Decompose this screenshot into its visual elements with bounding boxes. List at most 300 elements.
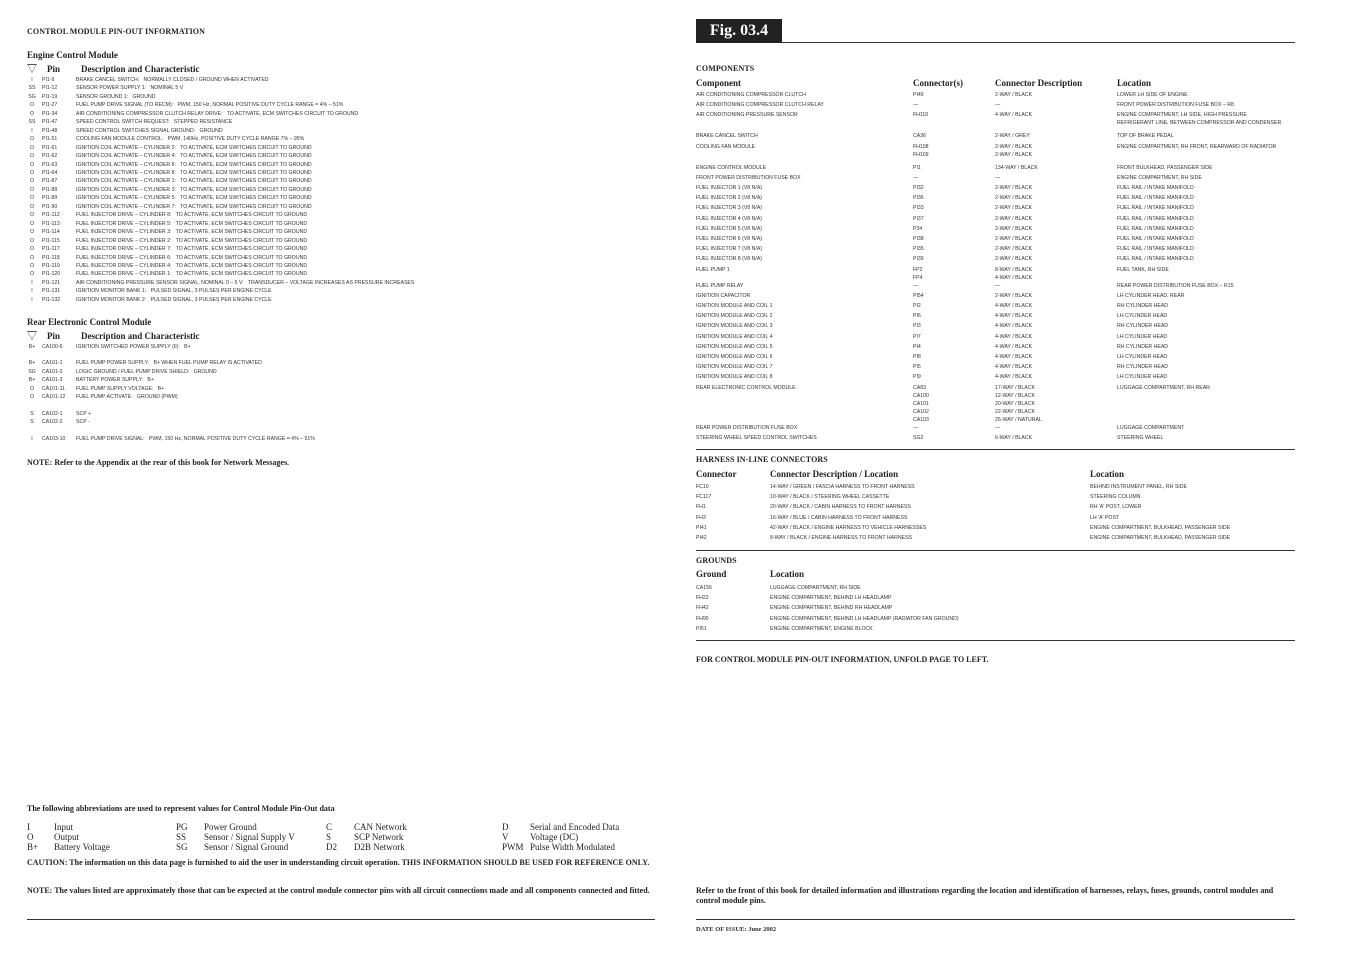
ground-location: LUGGAGE COMPARTMENT, RH SIDE — [770, 585, 861, 591]
connector-description: 2-WAY / BLACK 2-WAY / BLACK — [995, 143, 1033, 158]
pin-description: SPEED CONTROL SWITCH REQUEST: STEPPED RESISTANCE — [76, 119, 233, 126]
connector-description: 4-WAY / BLACK — [995, 364, 1033, 371]
table-row — [22, 135, 414, 143]
connector-id: FC117 — [696, 494, 712, 501]
triangle-icon — [27, 331, 38, 340]
connector-id: PI35 — [913, 246, 924, 253]
pin-type: SG — [28, 93, 36, 100]
recm-col-pin: Pin — [47, 331, 61, 341]
table-row — [696, 292, 1296, 302]
pin-description: FUEL PUMP SUPPLY VOLTAGE: B+ — [76, 385, 165, 392]
table-row — [696, 101, 1296, 111]
table-row — [22, 101, 414, 109]
abbreviation-key: C — [326, 822, 333, 832]
table-row — [696, 384, 1296, 424]
component-name: FUEL INJECTOR 8 (V8 N/A) — [696, 256, 763, 263]
components-heading: COMPONENTS — [696, 64, 755, 73]
pin-description: FUEL PUMP DRIVE SIGNAL: PWM, 150 Hz, NORMAL POSITIVE DUTY CYCLE RANGE = 4% – 51% — [76, 435, 315, 442]
component-name: AIR CONDITIONING COMPRESSOR CLUTCH — [696, 92, 806, 98]
table-row — [696, 482, 1296, 492]
table-row — [696, 91, 1296, 101]
pin-id: CA102-1 — [42, 410, 63, 417]
connector-id: SG2 — [913, 434, 924, 441]
component-name: IGNITION MODULE AND COIL 2 — [696, 313, 773, 320]
table-row — [22, 343, 315, 351]
pin-type: B+ — [28, 360, 36, 367]
pin-type: O — [29, 161, 35, 168]
connector-description: 2-WAY / BLACK — [995, 92, 1033, 98]
pin-description: COOLING FAN MODULE CONTROL: PWM, 140Hz, POSITIVE DUTY CYCLE RANGE 7% – 95% — [76, 136, 305, 143]
table-row — [696, 266, 1296, 282]
pin-type: O — [29, 102, 35, 109]
table-row — [22, 279, 414, 287]
pin-description: FUEL INJECTOR DRIVE – CYLINDER 2: TO ACTIVATE, ECM SWITCHES CIRCUIT TO GROUND — [76, 237, 308, 244]
connector-description: 2-WAY / BLACK — [995, 292, 1033, 299]
pin-description: IGNITION COIL ACTIVATE – CYLINDER 4: TO ACTIVATE, ECM SWITCHES CIRCUIT TO GROUND — [76, 153, 312, 160]
abbreviation-key: B+ — [27, 842, 39, 852]
component-location: RH CYLINDER HEAD — [1117, 323, 1169, 330]
component-name: IGNITION MODULE AND COIL 1 — [696, 303, 773, 310]
divider — [27, 919, 655, 920]
abbreviation-item — [502, 822, 619, 832]
component-location: FUEL RAIL / INTAKE MANIFOLD — [1117, 215, 1194, 222]
table-row — [696, 132, 1296, 142]
pin-type: I — [31, 127, 33, 134]
component-name: STEERING WHEEL SPEED CONTROL SWITCHES — [696, 434, 817, 441]
connector-description: 4-WAY / BLACK — [995, 313, 1033, 320]
pin-type: SS — [28, 119, 36, 126]
pin-id: PI1-112 — [42, 212, 60, 219]
component-location: FUEL RAIL / INTAKE MANIFOLD — [1117, 225, 1194, 232]
connector-id: — — [913, 282, 919, 289]
ecm-heading: Engine Control Module — [27, 50, 118, 60]
table-row — [696, 593, 1296, 603]
harness-col-connector: Connector — [696, 469, 737, 479]
connector-id: PI7 — [913, 333, 921, 340]
refer-note: Refer to the front of this book for detailed information and illustrations regarding the location and identification of harnesses, relays, fuses, grounds, control modules and control module pins. — [696, 886, 1274, 905]
pin-type: O — [29, 271, 35, 278]
connector-description: 4-WAY / BLACK — [995, 112, 1033, 119]
component-location: FUEL RAIL / INTAKE MANIFOLD — [1117, 256, 1194, 263]
harness-col-location: Location — [1090, 469, 1125, 479]
abbreviation-key: O — [27, 832, 34, 842]
table-row — [696, 363, 1296, 373]
connector-description: 2-WAY / BLACK — [995, 205, 1033, 212]
pin-description: FUEL INJECTOR DRIVE – CYLINDER 6: TO ACTIVATE, ECM SWITCHES CIRCUIT TO GROUND — [76, 254, 308, 261]
components-col-component: Component — [696, 78, 742, 88]
components-col-description: Connector Description — [995, 78, 1083, 88]
connector-id: PI54 — [913, 292, 924, 299]
component-location: LOWER LH SIDE OF ENGINE — [1117, 92, 1188, 98]
pin-type: SS — [28, 85, 36, 92]
pin-type: O — [29, 110, 35, 117]
connector-description: — — [995, 282, 1001, 289]
components-col-location: Location — [1117, 78, 1152, 88]
ground-location: ENGINE COMPARTMENT, ENGINE BLOCK — [770, 625, 873, 632]
pin-type: I — [31, 296, 33, 303]
component-location: FRONT POWER DISTRIBUTION FUSE BOX – R8 — [1117, 102, 1234, 109]
pin-type: O — [29, 262, 35, 269]
connector-description: — — [995, 174, 1001, 181]
connector-id: FC10 — [696, 484, 709, 490]
pin-type: S — [30, 419, 34, 426]
pin-id: PI1-117 — [42, 246, 60, 253]
pin-description: SCP - — [76, 419, 90, 426]
ground-id: PI51 — [696, 625, 707, 632]
abbreviation-item — [502, 842, 615, 852]
table-row — [22, 93, 414, 101]
abbreviation-meaning: Voltage (DC) — [530, 832, 579, 842]
pin-type: O — [29, 186, 35, 193]
component-name: COOLING FAN MODULE — [696, 143, 756, 150]
connector-description: 14-WAY / GREEN / FASCIA HARNESS TO FRONT HARNESS — [770, 484, 915, 490]
pin-type: I — [31, 288, 33, 295]
table-row — [22, 418, 315, 426]
table-row — [22, 287, 414, 295]
connector-description: 2-WAY / GREY — [995, 133, 1030, 140]
abbreviation-key: SS — [176, 832, 187, 842]
pin-description: IGNITION MONITOR BANK 2: PULSED SIGNAL, 3 PULSES PER ENGINE CYCLE — [76, 296, 272, 303]
abbreviation-meaning: CAN Network — [354, 822, 407, 832]
divider — [782, 42, 1295, 43]
table-row — [22, 84, 414, 92]
component-location: LH CYLINDER HEAD — [1117, 374, 1168, 381]
table-row — [22, 254, 414, 262]
connector-id: FH3 — [696, 514, 706, 521]
pin-description: FUEL INJECTOR DRIVE – CYLINDER 7: TO ACTIVATE, ECM SWITCHES CIRCUIT TO GROUND — [76, 246, 308, 253]
connector-description: 8-WAY / BLACK / ENGINE HARNESS TO FRONT HARNESS — [770, 535, 913, 542]
connector-description: — — [995, 102, 1001, 109]
figure-label: Fig. 03.4 — [696, 19, 782, 43]
connector-id: P34 — [913, 225, 923, 232]
ground-location: ENGINE COMPARTMENT, BEHIND RH HEADLAMP — [770, 605, 893, 612]
pin-type: O — [29, 237, 35, 244]
pin-type: O — [29, 212, 35, 219]
pin-type: B+ — [28, 344, 36, 350]
table-row — [696, 225, 1296, 235]
connector-description: 2-WAY / BLACK — [995, 215, 1033, 222]
pin-description: SCP + — [76, 410, 92, 417]
pin-type: O — [29, 246, 35, 253]
abbreviation-meaning: Output — [54, 832, 80, 842]
table-row — [696, 245, 1296, 255]
table-row — [696, 322, 1296, 332]
component-location: REAR POWER DISTRIBUTION FUSE BOX – R15 — [1117, 282, 1234, 289]
caution-note: CAUTION: The information on this data page is furnished to aid the user in understanding circuit operation. THIS INFORMATION SHOULD BE USED FOR REFERENCE ONLY. — [27, 858, 650, 867]
table-row — [22, 186, 414, 194]
connector-id: PI6 — [913, 313, 921, 320]
abbreviation-item — [326, 822, 407, 832]
pin-type: O — [29, 203, 35, 210]
component-name: REAR ELECTRONIC CONTROL MODULE — [696, 384, 796, 391]
table-row — [696, 143, 1296, 159]
pin-id: PI1-62 — [42, 153, 58, 160]
abbreviation-meaning: Battery Voltage — [54, 842, 110, 852]
component-location: LH CYLINDER HEAD — [1117, 354, 1168, 361]
connector-description: — — [995, 424, 1001, 431]
abbreviation-item — [27, 822, 73, 832]
pin-description: FUEL INJECTOR DRIVE – CYLINDER 4: TO ACTIVATE, ECM SWITCHES CIRCUIT TO GROUND — [76, 262, 308, 269]
component-name: IGNITION MODULE AND COIL 8 — [696, 374, 773, 381]
abbreviation-legend — [27, 822, 657, 854]
pin-description: IGNITION COIL ACTIVATE – CYLINDER 1: TO ACTIVATE, ECM SWITCHES CIRCUIT TO GROUND — [76, 178, 312, 185]
pin-id: CA101-2 — [42, 368, 63, 375]
divider — [696, 550, 1295, 551]
pin-type: O — [29, 136, 35, 143]
component-location: FUEL RAIL / INTAKE MANIFOLD — [1117, 246, 1194, 253]
pin-id: PI1-27 — [42, 102, 58, 109]
grounds-heading: GROUNDS — [696, 556, 737, 565]
table-row — [22, 110, 414, 118]
pin-description: FUEL INJECTOR DRIVE – CYLINDER 1: TO ACTIVATE, ECM SWITCHES CIRCUIT TO GROUND — [76, 271, 308, 278]
pin-type: I — [31, 77, 33, 83]
component-name: REAR POWER DISTRIBUTION FUSE BOX — [696, 424, 798, 431]
table-row — [696, 235, 1296, 245]
component-location: LH CYLINDER HEAD — [1117, 313, 1168, 320]
table-row — [696, 255, 1296, 265]
pin-type: O — [29, 229, 35, 236]
component-location: FUEL TANK, RH SIDE — [1117, 266, 1169, 273]
component-location: RH CYLINDER HEAD — [1117, 303, 1169, 310]
pin-id: PI1-88 — [42, 186, 58, 193]
ground-id: FH95 — [696, 615, 709, 622]
table-row — [22, 245, 414, 253]
component-location: TOP OF BRAKE PEDAL — [1117, 133, 1174, 140]
row-gap — [22, 427, 315, 435]
pin-id: PI1-51 — [42, 136, 58, 143]
pin-id: PI1-34 — [42, 110, 58, 117]
abbreviation-item — [502, 832, 578, 842]
pin-id: PI1-114 — [42, 229, 60, 236]
page-title: CONTROL MODULE PIN-OUT INFORMATION — [27, 27, 206, 36]
abbreviation-meaning: SCP Network — [354, 832, 404, 842]
pin-type: O — [29, 394, 35, 401]
table-row — [22, 203, 414, 211]
connector-id: PI9 — [913, 374, 921, 381]
connector-id: CA36 — [913, 133, 926, 140]
abbreviation-meaning: Input — [54, 822, 73, 832]
table-row — [696, 312, 1296, 322]
pin-description: SPEED CONTROL SWITCHES SIGNAL GROUND: GROUND — [76, 127, 223, 134]
table-row — [696, 343, 1296, 353]
table-row — [22, 376, 315, 384]
row-gap — [22, 402, 315, 410]
connector-description: 4-WAY / BLACK — [995, 333, 1033, 340]
connector-id: — — [913, 424, 919, 431]
table-row — [696, 523, 1296, 533]
connector-id: PI32 — [913, 185, 924, 192]
component-name: FUEL INJECTOR 6 (V8 N/A) — [696, 236, 763, 243]
connector-description: 16-WAY / BLUE / CABIN HARNESS TO FRONT HARNESS — [770, 514, 908, 521]
connector-description: 4-WAY / BLACK — [995, 323, 1033, 330]
component-location: ENGINE COMPARTMENT, RH SIDE — [1117, 174, 1202, 181]
pin-description: IGNITION COIL ACTIVATE – CYLINDER 5: TO ACTIVATE, ECM SWITCHES CIRCUIT TO GROUND — [76, 195, 312, 202]
pin-type: O — [29, 385, 35, 392]
pin-type: I — [31, 435, 33, 442]
connector-id: PI3 — [913, 323, 921, 330]
table-row — [22, 393, 315, 401]
connector-description: 4-WAY / BLACK — [995, 343, 1033, 350]
pin-description: FUEL PUMP DRIVE SIGNAL (TO RECM): PWM, 150 Hz, NORMAL POSITIVE DUTY CYCLE RANGE = 4% – 51% — [76, 102, 344, 109]
abbreviation-key: S — [326, 832, 332, 842]
abbreviation-meaning: Sensor / Signal Supply V — [204, 832, 295, 842]
pin-type: O — [29, 153, 35, 160]
table-row — [696, 614, 1296, 624]
pin-id: CA101-11 — [42, 385, 65, 392]
pin-type: O — [29, 195, 35, 202]
pin-description: FUEL INJECTOR DRIVE – CYLINDER 5: TO ACTIVATE, ECM SWITCHES CIRCUIT TO GROUND — [76, 220, 308, 227]
abbreviation-meaning: Sensor / Signal Ground — [204, 842, 289, 852]
recm-col-desc: Description and Characteristic — [81, 331, 200, 341]
component-location: FUEL RAIL / INTAKE MANIFOLD — [1117, 236, 1194, 243]
grounds-col-location: Location — [770, 569, 805, 579]
table-row — [696, 624, 1296, 634]
table-row — [22, 220, 414, 228]
pin-description: FUEL PUMP POWER SUPPLY: B+ WHEN FUEL PUMP RELAY IS ACTIVATED — [76, 360, 262, 367]
connector-id: PI2 — [913, 303, 921, 310]
table-row — [696, 164, 1296, 174]
pin-description: FUEL INJECTOR DRIVE – CYLINDER 3: TO ACTIVATE, ECM SWITCHES CIRCUIT TO GROUND — [76, 229, 308, 236]
pin-type: SG — [28, 368, 36, 375]
abbreviation-item — [326, 832, 403, 842]
connector-id: PI49 — [913, 92, 924, 98]
component-name: IGNITION MODULE AND COIL 3 — [696, 323, 773, 330]
pin-id: PI1-113 — [42, 220, 60, 227]
divider — [696, 640, 1295, 641]
components-col-connectors: Connector(s) — [913, 78, 963, 88]
pin-id: PI1-115 — [42, 237, 60, 244]
pin-description: IGNITION MONITOR BANK 1: PULSED SIGNAL, 3 PULSES PER ENGINE CYCLE — [76, 288, 272, 295]
connector-description: 4-WAY / BLACK — [995, 374, 1033, 381]
component-name: AIR CONDITIONING PRESSURE SENSOR — [696, 112, 798, 119]
pin-description: SENSOR POWER SUPPLY 1: NOMINAL 5 V — [76, 85, 184, 92]
component-location: FUEL RAIL / INTAKE MANIFOLD — [1117, 205, 1194, 212]
table-row — [22, 385, 315, 393]
component-name: IGNITION MODULE AND COIL 6 — [696, 354, 773, 361]
component-name: BRAKE CANCEL SWITCH — [696, 133, 758, 140]
connector-location: RH 'A' POST, LOWER — [1090, 504, 1142, 511]
table-row — [22, 296, 414, 304]
unfold-note: FOR CONTROL MODULE PIN-OUT INFORMATION, UNFOLD PAGE TO LEFT. — [696, 655, 989, 664]
component-location: ENGINE COMPARTMENT, RH FRONT, REARWARD OF RADIATOR — [1117, 143, 1277, 150]
connector-id: PI5 — [913, 364, 921, 371]
component-location: FRONT BULKHEAD, PASSENGER SIDE — [1117, 164, 1213, 171]
triangle-icon — [27, 64, 38, 73]
table-row — [696, 502, 1296, 512]
table-row — [696, 583, 1296, 593]
divider — [696, 919, 1295, 920]
pin-description: BATTERY POWER SUPPLY: B+ — [76, 377, 154, 384]
component-name: FUEL PUMP RELAY — [696, 282, 744, 289]
pin-id: PI1-87 — [42, 178, 58, 185]
connector-description: 20-WAY / BLACK / CABIN HARNESS TO FRONT HARNESS — [770, 504, 911, 511]
table-row — [696, 282, 1296, 292]
component-location: LUGGAGE COMPARTMENT — [1117, 424, 1185, 431]
table-row — [22, 194, 414, 202]
connector-id: — — [913, 174, 919, 181]
grounds-table — [696, 583, 1296, 634]
ground-id: CA156 — [696, 585, 712, 591]
component-name: FRONT POWER DISTRIBUTION FUSE BOX — [696, 174, 801, 181]
component-name: ENGINE CONTROL MODULE — [696, 164, 767, 171]
table-row — [22, 262, 414, 270]
table-row — [22, 169, 414, 177]
pin-description: BRAKE CANCEL SWITCH: NORMALLY CLOSED / GROUND WHEN ACTIVATED — [76, 77, 269, 83]
abbreviation-item — [326, 842, 405, 852]
pin-id: PI1-121 — [42, 279, 61, 286]
component-location: FUEL RAIL / INTAKE MANIFOLD — [1117, 185, 1194, 192]
pin-type: O — [29, 178, 35, 185]
component-location: FUEL RAIL / INTAKE MANIFOLD — [1117, 195, 1194, 202]
pin-description: FUEL PUMP ACTIVATE: GROUND (PWM) — [76, 394, 178, 401]
pin-id: PI1-119 — [42, 262, 60, 269]
connector-description: 2-WAY / BLACK — [995, 246, 1033, 253]
table-row — [22, 76, 414, 84]
component-name: FUEL INJECTOR 3 (V8 N/A) — [696, 205, 763, 212]
connector-location: LH 'A' POST — [1090, 514, 1120, 521]
pin-id: CA102-2 — [42, 419, 63, 426]
pin-description: IGNITION COIL ACTIVATE – CYLINDER 8: TO ACTIVATE, ECM SWITCHES CIRCUIT TO GROUND — [76, 169, 312, 176]
table-row — [22, 144, 414, 152]
component-name: FUEL INJECTOR 5 (V8 N/A) — [696, 225, 763, 232]
table-row — [22, 152, 414, 160]
row-gap — [22, 351, 315, 359]
connector-id: FH110 — [913, 112, 929, 119]
ground-id: FH42 — [696, 605, 709, 612]
pin-id: CA101-1 — [42, 360, 63, 367]
pin-id: PI1-64 — [42, 169, 58, 176]
pin-id: PI1-61 — [42, 144, 58, 151]
connector-location: BEHIND INSTRUMENT PANEL, RH SIDE — [1090, 484, 1187, 490]
pin-id: PI1-90 — [42, 203, 58, 210]
connector-location: ENGINE COMPARTMENT, BULKHEAD, PASSENGER SIDE — [1090, 524, 1231, 531]
table-row — [696, 204, 1296, 214]
ground-location: ENGINE COMPARTMENT, BEHIND LH HEADLAMP — [770, 595, 892, 602]
ecm-col-desc: Description and Characteristic — [81, 64, 200, 74]
connector-location: STEERING COLUMN — [1090, 494, 1141, 501]
recm-pin-table — [22, 343, 315, 443]
grounds-col-ground: Ground — [696, 569, 727, 579]
connector-description: 2-WAY / BLACK — [995, 225, 1033, 232]
pin-type: I — [31, 279, 33, 286]
table-row — [22, 359, 315, 367]
harness-heading: HARNESS IN-LINE CONNECTORS — [696, 455, 828, 464]
pin-id: PI1-19 — [42, 93, 58, 100]
abbreviation-meaning: Pulse Width Modulated — [530, 842, 615, 852]
connector-description: 134-WAY / BLACK — [995, 164, 1038, 171]
component-location: RH CYLINDER HEAD — [1117, 364, 1169, 371]
connector-description: 10-WAY / BLACK / STEERING WHEEL CASSETTE — [770, 494, 890, 501]
component-name: FUEL INJECTOR 7 (V8 N/A) — [696, 246, 763, 253]
component-location: LH CYLINDER HEAD, REAR — [1117, 292, 1185, 299]
connector-id: PI37 — [913, 215, 924, 222]
connector-id: FP2 FP4 — [913, 266, 923, 281]
pin-description: AIR CONDITIONING PRESSURE SENSOR SIGNAL, NOMINAL 0 – 5 V: TRANSDUCER – VOLTAGE INCREASES AS PRESSURE INCREASES — [76, 279, 415, 286]
table-row — [696, 353, 1296, 363]
pin-id: PI1-118 — [42, 254, 60, 261]
pin-type: B+ — [28, 377, 36, 384]
pin-description: SENSOR GROUND 1: GROUND — [76, 93, 156, 100]
table-row — [696, 603, 1296, 613]
table-row — [22, 368, 315, 376]
table-row — [696, 492, 1296, 502]
table-row — [696, 424, 1296, 434]
pin-description: LOGIC GROUND / FUEL PUMP DRIVE SHIELD: GROUND — [76, 368, 217, 375]
pin-type: O — [29, 144, 35, 151]
connector-id: PI39 — [913, 256, 924, 263]
components-table — [696, 91, 1296, 444]
component-name: FUEL PUMP 1 — [696, 266, 730, 273]
